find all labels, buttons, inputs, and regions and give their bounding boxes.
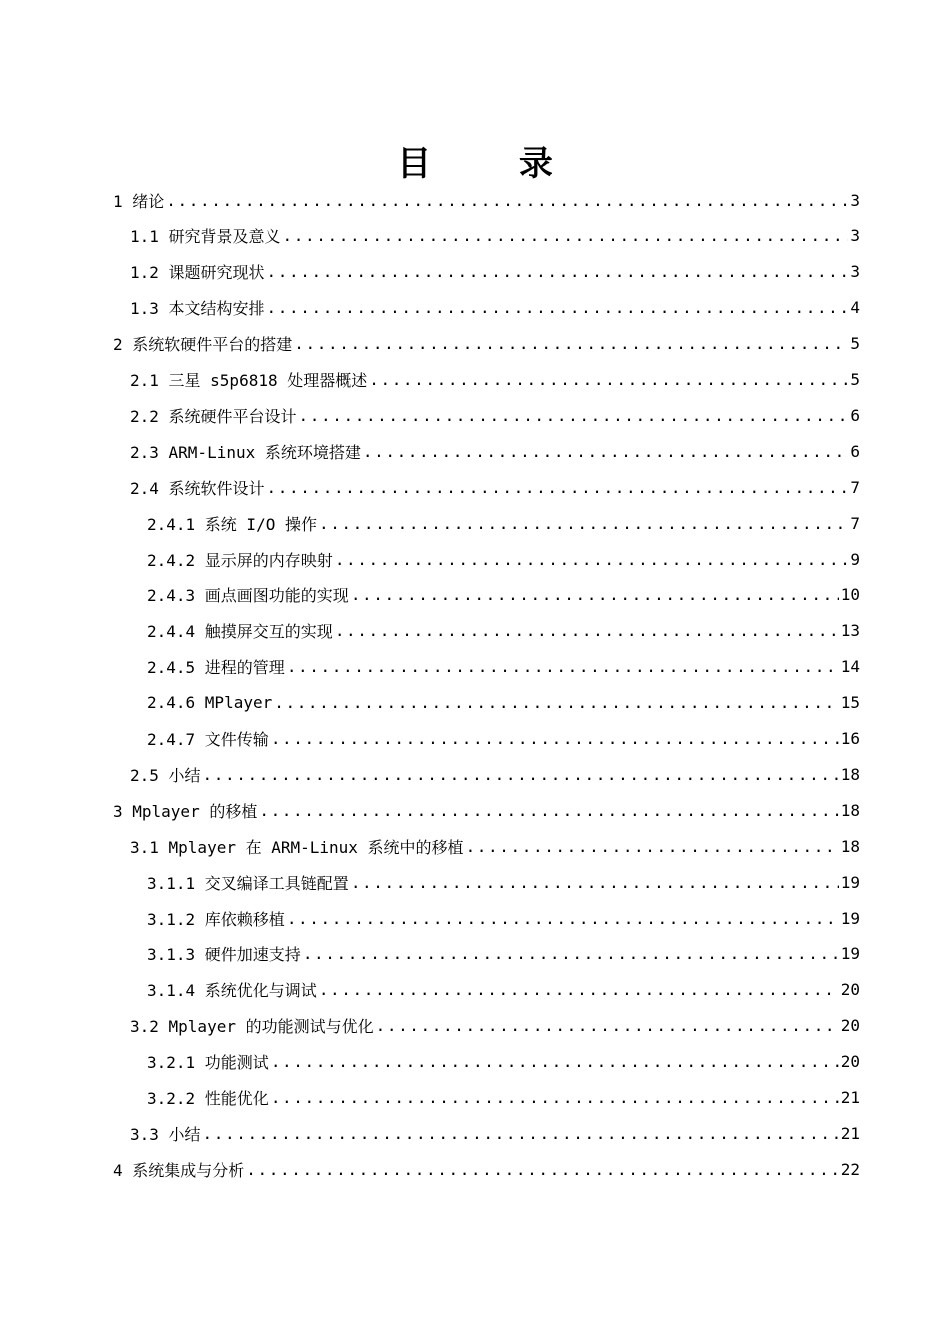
toc-entry-label: 3.1.1 交叉编译工具链配置 — [147, 873, 349, 893]
toc-entry-label: 2.4.6 MPlayer — [147, 693, 273, 713]
toc-entry-label: 1.3 本文结构安排 — [130, 299, 265, 319]
toc-entry[interactable] — [147, 721, 860, 757]
toc-entry-page-number: 6 — [850, 441, 860, 461]
toc-entry-page-number: 3 — [850, 226, 860, 246]
toc-entry-page-number: 20 — [840, 1052, 860, 1072]
dot-leader — [363, 442, 848, 461]
toc-entry-page-number: 18 — [840, 764, 860, 784]
toc-entry[interactable] — [130, 397, 860, 433]
toc-entry-page-number: 9 — [850, 549, 860, 569]
toc-entry[interactable] — [113, 182, 860, 218]
toc-entry-label: 2.4.5 进程的管理 — [147, 658, 285, 678]
dot-leader — [271, 729, 839, 748]
toc-entry-label: 2.2 系统硬件平台设计 — [130, 406, 297, 426]
toc-entry[interactable] — [130, 254, 860, 290]
dot-leader — [267, 478, 849, 497]
dot-leader — [259, 801, 838, 820]
dot-leader — [319, 514, 848, 533]
toc-entry[interactable] — [147, 613, 860, 649]
toc-entry[interactable] — [130, 1008, 860, 1044]
toc-entry[interactable] — [130, 433, 860, 469]
toc-entry[interactable] — [147, 972, 860, 1008]
toc-entry-label: 2.4.4 触摸屏交互的实现 — [147, 622, 333, 642]
dot-leader — [319, 980, 839, 999]
toc-entry-page-number: 20 — [840, 980, 860, 1000]
toc-entry[interactable] — [130, 290, 860, 326]
toc-entry-label: 1 绪论 — [113, 191, 165, 211]
toc-entry[interactable] — [130, 469, 860, 505]
toc-entry-page-number: 7 — [850, 477, 860, 497]
dot-leader — [351, 873, 839, 892]
toc-entry-page-number: 19 — [840, 944, 860, 964]
toc-entry-label: 1.2 课题研究现状 — [130, 263, 265, 283]
toc-entry-label: 2.3 ARM-Linux 系统环境搭建 — [130, 442, 361, 462]
toc-entry-page-number: 3 — [850, 262, 860, 282]
dot-leader — [274, 693, 839, 712]
dot-leader — [203, 1124, 839, 1143]
toc-entry-page-number: 19 — [840, 908, 860, 928]
toc-entry-label: 2.4.3 画点画图功能的实现 — [147, 586, 349, 606]
dot-leader — [299, 406, 849, 425]
dot-leader — [466, 837, 839, 856]
toc-entry[interactable] — [130, 1115, 860, 1151]
toc-entry-page-number: 5 — [850, 334, 860, 354]
toc-entry[interactable] — [147, 541, 860, 577]
toc-entry-page-number: 16 — [840, 729, 860, 748]
dot-leader — [283, 226, 849, 245]
dot-leader — [376, 1016, 839, 1035]
dot-leader — [287, 657, 839, 676]
dot-leader — [271, 1088, 839, 1107]
toc-entry-page-number: 18 — [840, 800, 860, 820]
toc-entry[interactable] — [147, 936, 860, 972]
toc-entry-page-number: 14 — [840, 657, 860, 677]
toc-entry-label: 3.1 Mplayer 在 ARM-Linux 系统中的移植 — [130, 837, 464, 857]
toc-entry-label: 3.3 小结 — [130, 1124, 201, 1144]
dot-leader — [166, 191, 848, 210]
toc-entry[interactable] — [147, 505, 860, 541]
dot-leader — [351, 585, 839, 604]
toc-entry[interactable] — [113, 792, 860, 828]
toc-entry-label: 3.2.1 功能测试 — [147, 1053, 269, 1073]
toc-entry-page-number: 13 — [840, 621, 860, 641]
toc-entry[interactable] — [147, 1080, 860, 1116]
toc-entry-label: 3.1.4 系统优化与调试 — [147, 981, 317, 1001]
toc-entry[interactable] — [130, 756, 860, 792]
toc-entry[interactable] — [130, 828, 860, 864]
toc-entry-label: 3.1.3 硬件加速支持 — [147, 945, 301, 965]
toc-entry[interactable] — [147, 649, 860, 685]
toc-entry[interactable] — [147, 1044, 860, 1080]
toc-entry[interactable] — [147, 685, 860, 721]
dot-leader — [203, 765, 839, 784]
toc-entry-label: 2.5 小结 — [130, 765, 201, 785]
toc-entry-label: 2 系统软硬件平台的搭建 — [113, 335, 293, 355]
toc-entry-label: 2.4.7 文件传输 — [147, 730, 269, 749]
toc-entry-page-number: 6 — [850, 405, 860, 425]
toc-entry-page-number: 4 — [850, 298, 860, 318]
dot-leader — [267, 298, 849, 317]
dot-leader — [303, 944, 839, 963]
dot-leader — [335, 550, 849, 569]
toc-entry-page-number: 15 — [840, 693, 860, 713]
toc-entry-page-number: 21 — [840, 1088, 860, 1107]
toc-entry-label: 2.4.2 显示屏的内存映射 — [147, 550, 333, 570]
dot-leader — [246, 1160, 838, 1179]
dot-leader — [335, 621, 839, 640]
toc-entry-page-number: 22 — [840, 1159, 860, 1179]
toc-entry-label: 3.1.2 库依赖移植 — [147, 909, 285, 929]
toc-title: 目 录 — [397, 144, 591, 184]
dot-leader — [267, 262, 849, 281]
toc-entry-page-number: 21 — [840, 1123, 860, 1143]
toc-entry[interactable] — [113, 1151, 860, 1187]
toc-entry-page-number: 7 — [850, 513, 860, 533]
toc-entry-label: 3.2 Mplayer 的功能测试与优化 — [130, 1017, 374, 1037]
dot-leader — [369, 370, 848, 389]
toc-entry[interactable] — [147, 900, 860, 936]
dot-leader — [287, 909, 839, 928]
toc-entry[interactable] — [130, 218, 860, 254]
toc-entry[interactable] — [147, 577, 860, 613]
toc-entry-label: 3.2.2 性能优化 — [147, 1089, 269, 1108]
toc-entry-label: 2.4.1 系统 I/O 操作 — [147, 514, 317, 534]
toc-entry[interactable] — [113, 326, 860, 362]
dot-leader — [294, 334, 848, 353]
toc-entry-page-number: 20 — [840, 1016, 860, 1036]
toc-entry-page-number: 19 — [840, 872, 860, 892]
toc-entry[interactable] — [130, 362, 860, 398]
toc-entry-label: 1.1 研究背景及意义 — [130, 227, 281, 247]
toc-entry-label: 2.1 三星 s5p6818 处理器概述 — [130, 371, 368, 390]
dot-leader — [271, 1052, 839, 1071]
toc-entry-page-number: 5 — [850, 370, 860, 389]
toc-entry-label: 2.4 系统软件设计 — [130, 478, 265, 498]
toc-entry-label: 4 系统集成与分析 — [113, 1160, 245, 1180]
toc-entry-label: 3 Mplayer 的移植 — [113, 801, 258, 821]
toc-entry-page-number: 18 — [840, 836, 860, 856]
toc-entry-page-number: 10 — [840, 585, 860, 605]
toc-entry-page-number: 3 — [850, 190, 860, 210]
toc-entry[interactable] — [147, 864, 860, 900]
